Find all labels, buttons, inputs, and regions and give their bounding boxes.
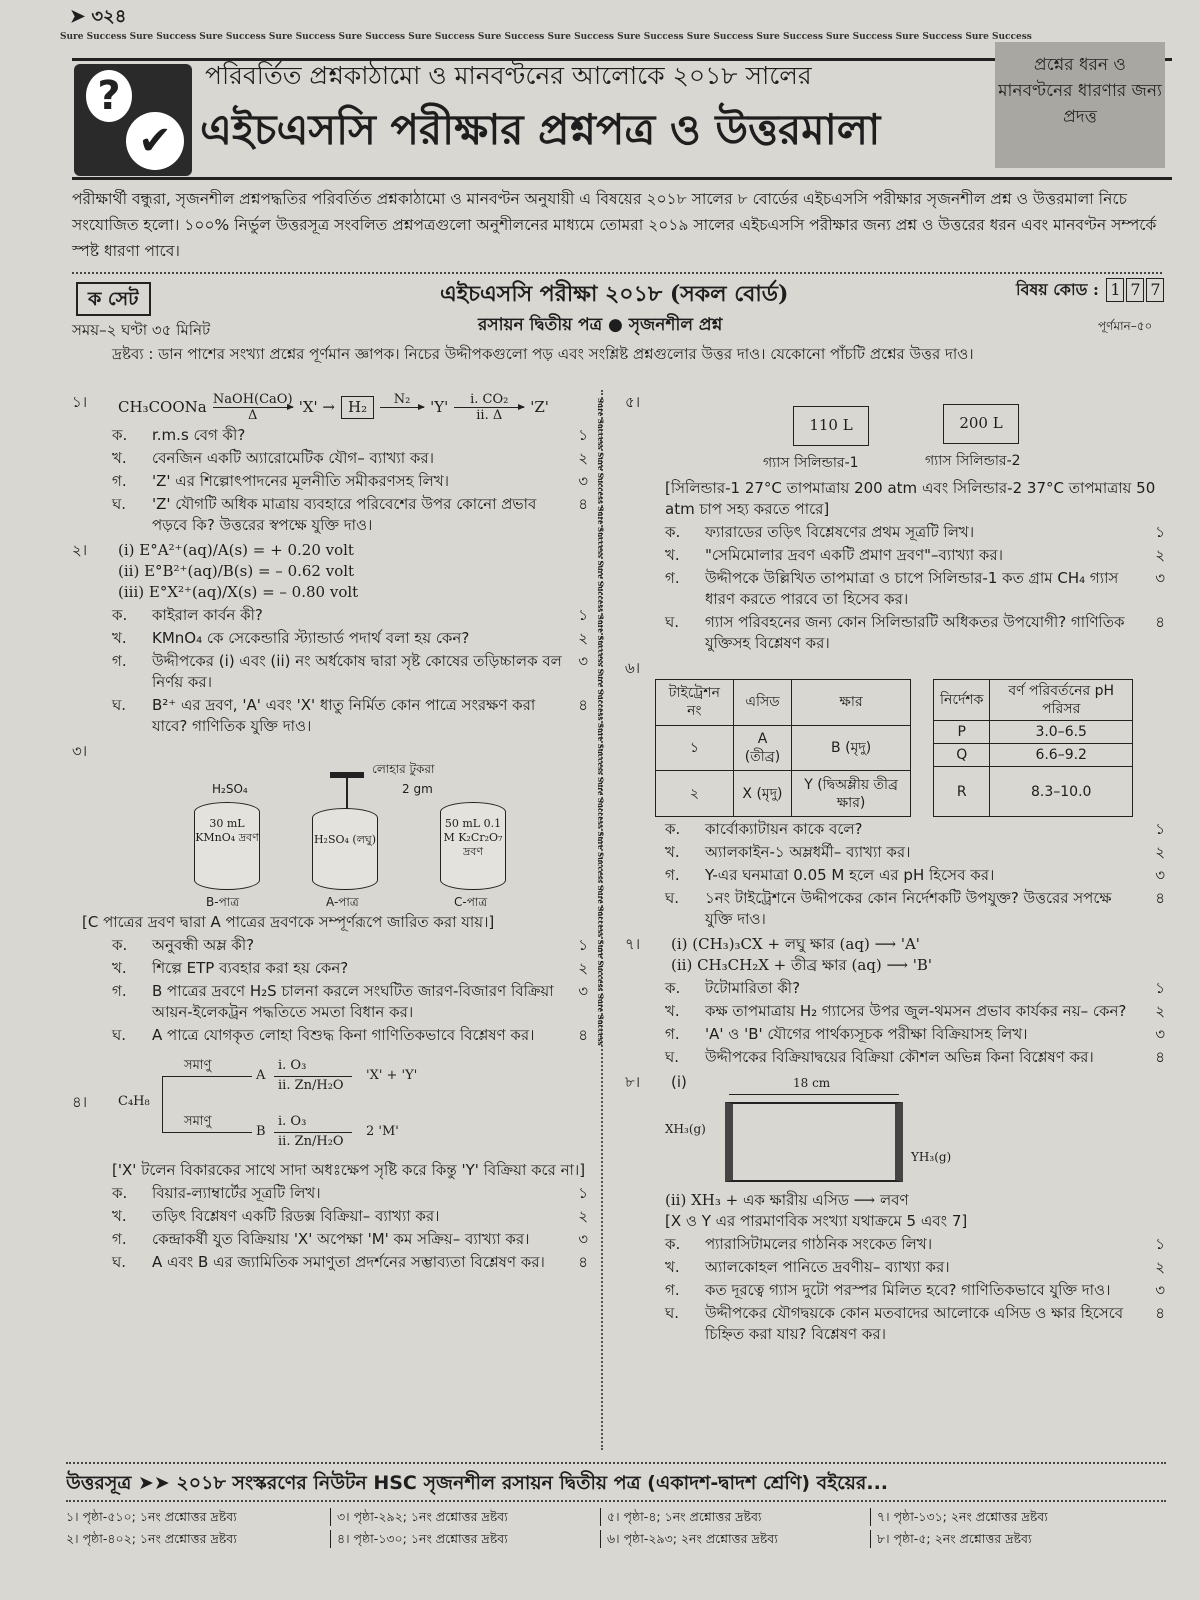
- subquestion: [72, 1025, 588, 1046]
- subquestion-label: ক.: [112, 936, 128, 954]
- subquestion-marks: ২: [1155, 1002, 1165, 1020]
- subquestion-marks: ১: [1155, 523, 1165, 541]
- q4-note: ['X' টলেন বিকারকের সাথে সাদা অধঃক্ষেপ সৃষ্টি করে কিন্তু 'Y' বিক্রিয়া করে না।]: [112, 1161, 586, 1179]
- subquestion: [72, 1229, 588, 1250]
- subquestion-marks: ৪: [1155, 1304, 1165, 1322]
- subquestion-marks: ১: [1155, 979, 1165, 997]
- subquestion-marks: ৩: [578, 1230, 588, 1248]
- question-5: [625, 392, 1165, 478]
- q6-tables: [625, 679, 1165, 817]
- intro-paragraph: পরীক্ষার্থী বন্ধুরা, সৃজনশীল প্রশ্নপদ্ধতির পরিবর্তিত প্রশ্নকাঠামো ও মানবণ্টন অনুযায়ী এ বিষয়ের ২০১৮ সালের ৮ বোর্ডের এইচএসসি পরীক্ষার সৃজনশীল প্রশ্ন ও উত্তরমালা নিচে সংযোজিত হলো। ১০০% নির্ভুল উত্তরসূত্র সংবলিত প্রশ্নপত্রগুলো অনুশীলনের মাধ্যমে তোমরা ২০১৯ সালের এইচএসসি পরীক্ষার জন্য প্রশ্ন ও উত্তরের ধরন এবং মানবণ্টন সম্পর্কে স্পষ্ট ধারণা পাবে।: [72, 190, 1157, 260]
- subquestion-label: গ.: [665, 866, 680, 884]
- subquestions: [72, 935, 588, 1046]
- question-check-logo-icon: [74, 64, 192, 176]
- set-label: ক সেট: [76, 282, 151, 316]
- subquestion: [625, 1257, 1165, 1278]
- table-cell: 8.3–10.0: [990, 767, 1133, 817]
- subquestion: [72, 628, 588, 649]
- answer-references: [60, 1508, 1160, 1548]
- beaker-a-label: A-পাত্র: [326, 895, 359, 909]
- subquestion-marks: ৩: [1155, 569, 1165, 587]
- code-digit: 7: [1126, 278, 1144, 302]
- products-a: 'X' + 'Y': [366, 1068, 418, 1083]
- subquestion-label: গ.: [112, 652, 127, 670]
- subquestion-text: উদ্দীপকের যৌগদ্বয়কে কোন মতবাদের আলোকে এসিড ও ক্ষার হিসেবে চিহ্নিত করা যায়? বিশ্লেষণ কর।: [705, 1304, 1124, 1343]
- q8-note: [X ও Y এর পারমাণবিক সংখ্যা যথাক্রমে 5 এবং 7]: [665, 1212, 968, 1230]
- subquestion-text: প্যারাসিটামলের গাঠনিক সংকেত লিখ।: [705, 1235, 933, 1253]
- subquestion-marks: ৪: [1155, 889, 1165, 907]
- subquestion-label: গ.: [112, 1230, 127, 1248]
- subquestion-text: টটোমারিতা কী?: [705, 979, 801, 997]
- part-label: (i): [671, 1073, 687, 1091]
- subquestion-text: বিয়ার-ল্যাম্বার্টের সূত্রটি লিখ।: [152, 1184, 321, 1202]
- table-cell: Y (দ্বিঅম্লীয় তীব্র ক্ষার): [792, 771, 911, 817]
- product-y: 'Y': [430, 398, 449, 416]
- reference-item: ৬। পৃষ্ঠা-২৯৩; ২নং প্রশ্নোত্তর দ্রষ্টব্য: [600, 1530, 870, 1548]
- iron-label: লোহার টুকরা: [372, 762, 435, 776]
- subquestion-text: কাইরাল কার্বন কী?: [152, 606, 263, 624]
- subquestion: [72, 471, 588, 492]
- subquestion: [72, 1183, 588, 1204]
- subquestion-label: ক.: [112, 1184, 128, 1202]
- subquestion-label: ঘ.: [665, 1304, 680, 1322]
- table-cell: ১: [656, 725, 734, 771]
- subquestion-marks: ৩: [578, 982, 588, 1000]
- subquestion-label: ক.: [665, 979, 681, 997]
- subquestion-text: "সেমিমোলার দ্রবণ একটি প্রমাণ দ্রবণ"–ব্যাখ্যা কর।: [705, 546, 1004, 564]
- subquestion: [72, 1252, 588, 1273]
- subquestion: [625, 1001, 1165, 1022]
- column-header: বর্ণ পরিবর্তনের pH পরিসর: [990, 680, 1133, 721]
- reference-item: ৭। পৃষ্ঠা-১৩১; ২নং প্রশ্নোত্তর দ্রষ্টব্য: [870, 1508, 1140, 1526]
- table-row: [934, 767, 1133, 817]
- table-cell: ২: [656, 771, 734, 817]
- subquestion: [625, 545, 1165, 566]
- isomer-a: A: [256, 1068, 266, 1083]
- subquestion-text: উদ্দীপকের বিক্রিয়াদ্বয়ের বিক্রিয়া কৌশল অভিন্ন কিনা বিশ্লেষণ কর।: [705, 1048, 1094, 1066]
- side-note: প্রশ্নের ধরন ও মানবণ্টনের ধারণার জন্য প্রদত্ত: [995, 42, 1165, 168]
- arrow-label: i. CO₂: [470, 392, 509, 407]
- subquestion: [72, 935, 588, 956]
- subquestion: [625, 522, 1165, 543]
- question-mark-icon: ?: [86, 70, 132, 122]
- product-z: 'Z': [530, 398, 549, 416]
- stem-line: (i) E°A²⁺(aq)/A(s) = + 0.20 volt: [118, 541, 354, 559]
- subquestion-marks: ২: [1155, 1258, 1165, 1276]
- subquestion: [625, 1047, 1165, 1068]
- subquestions: [72, 605, 588, 737]
- subquestion-text: কত দূরত্বে গ্যাস দুটো পরস্পর মিলিত হবে? গাণিতিকভাবে যুক্তি দাও।: [705, 1281, 1111, 1299]
- cylinder-1-box: 110 L: [793, 406, 869, 446]
- table-cell: P: [934, 721, 990, 744]
- beaker-diagram: [72, 762, 588, 912]
- beaker-c: 50 mL 0.1 M K₂Cr₂O₇ দ্রবণ: [440, 802, 506, 890]
- product-x: 'X' →: [298, 398, 335, 416]
- table-row: [934, 744, 1133, 767]
- question-number: ২।: [72, 541, 88, 559]
- subquestion-label: ঘ.: [112, 495, 127, 513]
- subquestion-marks: ২: [578, 959, 588, 977]
- subquestion-text: অনুবন্ধী অম্ল কী?: [152, 936, 255, 954]
- subquestion-label: ক.: [665, 523, 681, 541]
- subquestion-marks: ১: [578, 936, 588, 954]
- sure-success-banner: Sure Success Sure Success Sure Success Sure Success Sure Success Sure Success Sure Success Sure Success Sure Success Sure Success Sure Success Sure Success Sure Success Sure Success: [60, 32, 1032, 42]
- subquestion-marks: ১: [578, 1184, 588, 1202]
- subquestion-text: A এবং B এর জ্যামিতিক সমাণুতা প্রদর্শনের সম্ভাব্যতা বিশ্লেষণ কর।: [152, 1253, 545, 1271]
- reagent: ii. Zn/H₂O: [278, 1078, 344, 1093]
- q3-note: [C পাত্রের দ্রবণ দ্বারা A পাত্রের দ্রবণকে সম্পূর্ণরূপে জারিত করা যায়।]: [82, 913, 495, 931]
- cylinder-1-label: গ্যাস সিলিন্ডার-1: [763, 455, 859, 471]
- stem-line: (ii) CH₃CH₂X + তীব্র ক্ষার (aq) ⟶ 'B': [671, 956, 933, 974]
- subquestion-text: ১নং টাইট্রেশনে উদ্দীপকের কোন নির্দেশকটি উপযুক্ত? উত্তরের সপক্ষে যুক্তি দাও।: [705, 889, 1112, 928]
- subquestion-label: খ.: [112, 959, 127, 977]
- question-number: ৭।: [625, 935, 641, 953]
- subquestion-label: খ.: [112, 629, 127, 647]
- stem-line: (i) (CH₃)₃CX + লঘু ক্ষার (aq) ⟶ 'A': [671, 935, 920, 953]
- subquestion-marks: ১: [578, 606, 588, 624]
- beaker-a: H₂SO₄ (লঘু): [312, 808, 378, 890]
- subquestion-label: খ.: [112, 449, 127, 467]
- header-title: এইচএসসি পরীক্ষার প্রশ্নপত্র ও উত্তরমালা: [200, 105, 881, 154]
- arrow: [213, 392, 293, 423]
- subquestion-label: খ.: [665, 843, 680, 861]
- subquestion-label: গ.: [112, 472, 127, 490]
- subquestion-marks: ৩: [578, 472, 588, 490]
- subquestion-text: 'Z' যৌগটি অধিক মাত্রায় ব্যবহারে পরিবেশের উপর কোনো প্রভাব পড়বে কি? উত্তরের স্বপক্ষে যুক্তি দাও।: [152, 495, 537, 534]
- question-number: ৪।: [72, 1093, 88, 1111]
- arrow-label: N₂: [393, 392, 411, 407]
- subquestion-label: ক.: [112, 426, 128, 444]
- column-header: ক্ষার: [792, 680, 911, 726]
- left-gas: XH₃(g): [665, 1122, 706, 1136]
- subquestions: [72, 1183, 588, 1273]
- boxed-reagent: H₂: [341, 396, 374, 419]
- subquestion: [625, 842, 1165, 863]
- subquestion-marks: ২: [578, 1207, 588, 1225]
- subquestion-text: তড়িৎ বিশ্লেষণ একটি রিডক্স বিক্রিয়া– ব্যাখ্যা কর।: [152, 1207, 440, 1225]
- subquestion-text: Y-এর ঘনমাত্রা 0.05 M হলে এর pH হিসেব কর।: [705, 866, 995, 884]
- subquestion: [72, 494, 588, 536]
- subquestion-label: খ.: [112, 1207, 127, 1225]
- subquestions: [625, 819, 1165, 930]
- subquestion: [625, 1303, 1165, 1345]
- subquestion-marks: ১: [578, 426, 588, 444]
- reaction-scheme: [118, 392, 549, 423]
- reference-item: ৩। পৃষ্ঠা-২৯২; ১নং প্রশ্নোত্তর দ্রষ্টব্য: [330, 1508, 600, 1526]
- arrow-label: NaOH(CaO): [212, 392, 293, 407]
- subquestion-label: খ.: [665, 1002, 680, 1020]
- subquestion-marks: ২: [578, 449, 588, 467]
- subquestion-marks: ৩: [1155, 866, 1165, 884]
- table-cell: B (মৃদু): [792, 725, 911, 771]
- subquestion: [625, 1024, 1165, 1045]
- subquestion-label: ঘ.: [112, 696, 127, 714]
- stem-line: (iii) E°X²⁺(aq)/X(s) = – 0.80 volt: [118, 583, 359, 601]
- paper-title: রসায়ন দ্বিতীয় পত্র ● সৃজনশীল প্রশ্ন: [478, 315, 723, 335]
- question-3: [72, 741, 588, 762]
- diffusion-tube: [725, 1102, 903, 1182]
- table-cell: Q: [934, 744, 990, 767]
- subquestion: [72, 605, 588, 626]
- table-cell: 6.6–9.2: [990, 744, 1133, 767]
- left-column: [72, 392, 588, 1273]
- subquestion-marks: ৪: [578, 495, 588, 513]
- subquestion-marks: ৪: [1155, 613, 1165, 631]
- isomer-scheme: [118, 1058, 588, 1150]
- table-row: [656, 771, 911, 817]
- subquestion-label: ঘ.: [665, 889, 680, 907]
- dotted-divider: [72, 272, 1162, 274]
- subquestion: [625, 612, 1165, 654]
- subquestion-label: ঘ.: [112, 1253, 127, 1271]
- subquestion: [72, 448, 588, 469]
- answer-source-title: উত্তরসূত্র ➤➤ ২০১৮ সংস্করণের নিউটন HSC সৃজনশীল রসায়ন দ্বিতীয় পত্র (একাদশ-দ্বাদশ শ্রেণি) বইয়ের...: [66, 1472, 889, 1494]
- subquestions: [72, 425, 588, 536]
- reference-item: ৫। পৃষ্ঠা-৪; ১নং প্রশ্নোত্তর দ্রষ্টব্য: [600, 1508, 870, 1526]
- table-row: [656, 725, 911, 771]
- subquestion-label: গ.: [665, 1025, 680, 1043]
- beaker-c-label: C-পাত্র: [454, 895, 488, 909]
- subquestion: [625, 1280, 1165, 1301]
- divider-text: Sure Success Sure Success Sure Success Sure Success Sure Success Sure Success Sure Success Sure Success Sure Success Sure Success Sure Success Sure Success: [596, 398, 605, 1046]
- subquestion-text: গ্যাস পরিবহনের জন্য কোন সিলিন্ডারটি অধিকতর উপযোগী? গাণিতিক যুক্তিসহ বিশ্লেষণ কর।: [705, 613, 1125, 652]
- cylinder-2-label: গ্যাস সিলিন্ডার-2: [925, 453, 1021, 469]
- exam-title: এইচএসসি পরীক্ষা ২০১৮ (সকল বোর্ড): [440, 281, 789, 307]
- header-subtitle: পরিবর্তিত প্রশ্নকাঠামো ও মানবণ্টনের আলোকে ২০১৮ সালের: [205, 61, 812, 90]
- indicator-table: [933, 679, 1133, 817]
- dotted-divider: [66, 1462, 1166, 1464]
- instructions: দ্রষ্টব্য : ডান পাশের সংখ্যা প্রশ্নের পূর্ণমান জ্ঞাপক। নিচের উদ্দীপকগুলো পড় এবং সংশ্লিষ্ট প্রশ্নগুলোর উত্তর দাও। যেকোনো পাঁচটি প্রশ্নের উত্তর দাও।: [112, 345, 974, 363]
- arrow-label: Δ: [248, 408, 258, 423]
- subquestion-text: কেন্দ্রাকর্ষী যুত বিক্রিয়ায় 'X' অপেক্ষা 'M' কম সক্রিয়– ব্যাখ্যা কর।: [152, 1230, 530, 1248]
- subquestion-marks: ২: [1155, 843, 1165, 861]
- full-marks: পূর্ণমান–৫০: [1098, 319, 1153, 333]
- question-number: ১।: [72, 393, 88, 411]
- subquestion-text: B²⁺ এর দ্রবণ, 'A' এবং 'X' ধাতু নির্মিত কোন পাত্রে সংরক্ষণ করা যাবে? গাণিতিক যুক্তি দাও।: [152, 696, 536, 735]
- subquestion-label: ঘ.: [112, 1026, 127, 1044]
- question-6: [625, 658, 1165, 679]
- subquestion-text: r.m.s বেগ কী?: [152, 426, 246, 444]
- length-arrow: [729, 1094, 899, 1095]
- iron-mass: 2 gm: [402, 782, 433, 796]
- subquestion-marks: ৩: [1155, 1025, 1165, 1043]
- reference-item: ৪। পৃষ্ঠা-১৩০; ১নং প্রশ্নোত্তর দ্রষ্টব্য: [330, 1530, 600, 1548]
- subquestion-marks: ১: [1155, 820, 1165, 838]
- subquestion-text: KMnO₄ কে সেকেন্ডারি স্ট্যান্ডার্ড পদার্থ বলা হয় কেন?: [152, 629, 470, 647]
- cylinder-2-box: 200 L: [943, 404, 1019, 444]
- subquestion: [625, 978, 1165, 999]
- subquestion-label: ক.: [665, 820, 681, 838]
- right-gas: YH₃(g): [911, 1150, 952, 1164]
- subquestion-marks: ১: [1155, 1235, 1165, 1253]
- reagent: i. O₃: [278, 1058, 307, 1073]
- subquestion-marks: ৪: [578, 1026, 588, 1044]
- reference-item: ১। পৃষ্ঠা-৫১০; ১নং প্রশ্নোত্তর দ্রষ্টব্য: [66, 1509, 237, 1524]
- beaker-b: 30 mL KMnO₄ দ্রবণ: [194, 802, 260, 890]
- subquestion-text: ফ্যারাডের তড়িৎ বিশ্লেষণের প্রথম সূত্রটি লিখ।: [705, 523, 975, 541]
- isomer-label: সমাণু: [184, 1058, 212, 1073]
- stem-line: (ii) E°B²⁺(aq)/B(s) = – 0.62 volt: [118, 562, 355, 580]
- arrow-label: ii. Δ: [476, 408, 503, 423]
- subquestion-text: উদ্দীপকের (i) এবং (ii) নং অর্ধকোষ দ্বারা সৃষ্ট কোষের তড়িচ্চালক বল নির্ণয় কর।: [152, 652, 562, 691]
- h2so4-label: H₂SO₄: [212, 782, 248, 796]
- table-cell: A (তীব্র): [733, 725, 791, 771]
- subquestion-label: গ.: [665, 569, 680, 587]
- subquestion: [72, 1206, 588, 1227]
- question-number: ৫।: [625, 393, 641, 411]
- subquestion-marks: ২: [578, 629, 588, 647]
- isomer-b: B: [256, 1124, 266, 1139]
- subquestion-text: 'A' ও 'B' যৌগের পার্থক্যসূচক পরীক্ষা বিক্রিয়াসহ লিখ।: [705, 1025, 1028, 1043]
- subquestion: [72, 651, 588, 693]
- q8-part2: (ii) XH₃ + এক ক্ষারীয় এসিড ⟶ লবণ: [665, 1191, 909, 1209]
- arrow: [454, 392, 524, 423]
- question-number: ৩।: [72, 742, 88, 760]
- q5-note: [সিলিন্ডার-1 27°C তাপমাত্রায় 200 atm এবং সিলিন্ডার-2 37°C তাপমাত্রায় 50 atm চাপ সহ্য করতে পারে]: [665, 479, 1156, 518]
- subquestion-label: গ.: [665, 1281, 680, 1299]
- subquestion-text: শিল্পে ETP ব্যবহার করা হয় কেন?: [152, 959, 349, 977]
- subquestions: [625, 522, 1165, 654]
- code-digit: 1: [1106, 278, 1124, 302]
- exam-time: সময়–২ ঘণ্টা ৩৫ মিনিট: [72, 321, 211, 339]
- subquestion-text: বেনজিন একটি অ্যারোমেটিক যৌগ– ব্যাখ্যা কর।: [152, 449, 434, 467]
- subquestion: [625, 1234, 1165, 1255]
- subquestion-text: কার্বোক্যাটায়ন কাকে বলে?: [705, 820, 863, 838]
- question-4: [72, 1058, 588, 1150]
- column-header: টাইট্রেশন নং: [656, 680, 734, 726]
- subquestion-marks: ৪: [578, 1253, 588, 1271]
- products-b: 2 'M': [366, 1124, 399, 1139]
- subquestion-label: ঘ.: [665, 1048, 680, 1066]
- subquestion-text: B পাত্রের দ্রবণে H₂S চালনা করলে সংঘটিত জারণ-বিজারণ বিক্রিয়া আয়ন-ইলেকট্রন পদ্ধতিতে সমতা বিধান কর।: [152, 982, 554, 1021]
- subquestion-marks: ৩: [578, 652, 588, 670]
- reactant: CH₃COONa: [118, 398, 207, 416]
- table-row: [934, 721, 1133, 744]
- tube-length: 18 cm: [793, 1076, 831, 1090]
- subquestion: [72, 425, 588, 446]
- reagent: ii. Zn/H₂O: [278, 1134, 344, 1149]
- subquestion: [72, 981, 588, 1023]
- subquestion: [625, 819, 1165, 840]
- dotted-divider: [66, 1500, 1166, 1502]
- question-7: [625, 934, 1165, 976]
- right-column: [625, 392, 1165, 1345]
- subquestion-marks: ৩: [1155, 1281, 1165, 1299]
- subquestion-marks: ৪: [1155, 1048, 1165, 1066]
- subquestion-label: খ.: [665, 1258, 680, 1276]
- subquestion: [625, 865, 1165, 886]
- subquestion-text: কক্ষ তাপমাত্রায় H₂ গ্যাসের উপর জুল-থমসন প্রভাব কার্যকর নয়– কেন?: [705, 1002, 1127, 1020]
- subquestions: [625, 1234, 1165, 1345]
- subquestion-label: গ.: [112, 982, 127, 1000]
- subquestion-label: ঘ.: [665, 613, 680, 631]
- table-cell: X (মৃদু): [733, 771, 791, 817]
- arrow: [380, 392, 424, 423]
- subquestion: [72, 958, 588, 979]
- reagent: i. O₃: [278, 1114, 307, 1129]
- reference-item: ৮। পৃষ্ঠা-৫; ২নং প্রশ্নোত্তর দ্রষ্টব্য: [870, 1530, 1140, 1548]
- column-header: নির্দেশক: [934, 680, 990, 721]
- check-icon: ✔: [126, 112, 184, 170]
- question-number: ৬।: [625, 659, 641, 677]
- question-number: ৮।: [625, 1073, 641, 1091]
- reference-item: ২। পৃষ্ঠা-৪০২; ১নং প্রশ্নোত্তর দ্রষ্টব্য: [66, 1531, 237, 1546]
- beaker-b-label: B-পাত্র: [206, 895, 240, 909]
- subquestion-text: অ্যালকোহল পানিতে দ্রবণীয়– ব্যাখ্যা কর।: [705, 1258, 950, 1276]
- table-cell: 3.0–6.5: [990, 721, 1133, 744]
- question-8: [625, 1072, 1165, 1190]
- subquestion-marks: ৪: [578, 696, 588, 714]
- column-header: এসিড: [733, 680, 791, 726]
- subquestion: [72, 695, 588, 737]
- subquestion-text: 'Z' এর শিল্পোৎপাদনের মূলনীতি সমীকরণসহ লিখ।: [152, 472, 450, 490]
- subquestions: [625, 978, 1165, 1068]
- subquestion: [625, 888, 1165, 930]
- subquestion: [625, 568, 1165, 610]
- subject-code-label: বিষয় কোড :: [1016, 280, 1099, 299]
- subquestion-text: অ্যালকাইন-১ অম্লধর্মী– ব্যাখ্যা কর।: [705, 843, 911, 861]
- code-digit: 7: [1146, 278, 1164, 302]
- page-number: ➤ ৩২৪: [70, 6, 127, 27]
- subquestion-label: খ.: [665, 546, 680, 564]
- subquestion-text: A পাত্রে যোগকৃত লোহা বিশুদ্ধ কিনা গাণিতিকভাবে বিশ্লেষণ কর।: [152, 1026, 535, 1044]
- reactant: C₄H₈: [118, 1094, 150, 1109]
- titration-table: [655, 679, 911, 817]
- subject-code: [1016, 278, 1164, 302]
- subquestion-marks: ২: [1155, 546, 1165, 564]
- subquestion-label: ক.: [665, 1235, 681, 1253]
- subquestion-text: উদ্দীপকে উল্লিখিত তাপমাত্রা ও চাপে সিলিন্ডার-1 কত গ্রাম CH₄ গ্যাস ধারণ করতে পারবে তা হিসেব কর।: [705, 569, 1119, 608]
- table-cell: R: [934, 767, 990, 817]
- subquestion-label: ক.: [112, 606, 128, 624]
- question-2: [72, 540, 588, 603]
- isomer-label: সমাণু: [184, 1114, 212, 1129]
- question-1: [72, 392, 588, 423]
